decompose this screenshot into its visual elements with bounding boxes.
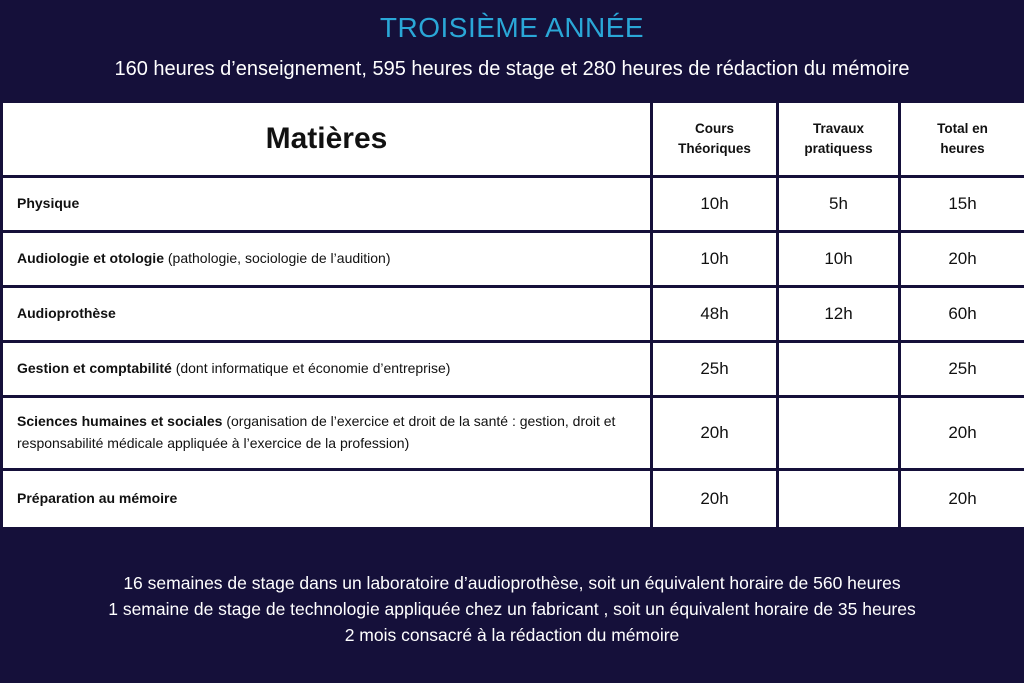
footer-line: 16 semaines de stage dans un laboratoire d’audioprothèse, soit un équivalent horaire de 560 heures [123,573,901,593]
cours-value: 48h [652,287,778,342]
table-row [2,397,1024,470]
header-cours-line2: Théoriques [678,141,751,156]
footer-line: 1 semaine de stage de technologie appliquée chez un fabricant , soit un équivalent horaire de 35 heures [108,599,916,619]
tp-value [778,470,900,529]
table-row [2,287,1024,342]
cours-value: 20h [652,397,778,470]
curriculum-table [0,100,1024,530]
subject-detail: (dont informatique et économie d’entreprise) [171,360,451,377]
total-value: 20h [900,470,1024,529]
subject-name: Sciences humaines et sociales [17,413,223,430]
table-row [2,232,1024,287]
table-row [2,342,1024,397]
subject-name: Préparation au mémoire [17,490,178,507]
subject-cell [2,470,652,529]
subject-cell [2,397,652,470]
cours-value: 10h [652,177,778,232]
subject-name: Audioprothèse [17,305,116,322]
header-subjects: Matières [2,102,652,177]
header-total-heures [900,102,1024,177]
subject-cell [2,177,652,232]
table-header-row [2,102,1024,177]
total-value: 20h [900,232,1024,287]
tp-value [778,342,900,397]
page-title: TROISIÈME ANNÉE [379,12,645,43]
header-total-line1: Total en [937,120,988,136]
subject-cell [2,232,652,287]
tp-value: 10h [778,232,900,287]
total-value: 15h [900,177,1024,232]
subject-cell [2,287,652,342]
subject-name: Audiologie et otologie [17,250,164,267]
cours-value: 10h [652,232,778,287]
header-cours-line1: Cours [694,120,734,136]
subject-name: Physique [17,195,80,212]
table-row [2,470,1024,529]
subject-cell [2,342,652,397]
header-tp-line2: pratiquess [804,141,873,156]
header-tp-line1: Travaux [812,120,865,136]
page-subtitle: 160 heures d’enseignement, 595 heures de stage et 280 heures de rédaction du mémoire [114,58,910,80]
tp-value: 5h [778,177,900,232]
subject-name: Gestion et comptabilité [17,360,172,377]
header-total-line2: heures [940,141,985,156]
cours-value: 25h [652,342,778,397]
cours-value: 20h [652,470,778,529]
table-row [2,177,1024,232]
total-value: 20h [900,397,1024,470]
footer-line: 2 mois consacré à la rédaction du mémoire [344,625,680,645]
total-value: 60h [900,287,1024,342]
header-cours-theoriques [652,102,778,177]
tp-value: 12h [778,287,900,342]
subject-detail: (organisation de l’exercice et droit de la santé : gestion, droit et responsabilité médicale appliquée à l’exercice de la profession) [17,413,616,451]
footer-notes [0,570,1024,648]
total-value: 25h [900,342,1024,397]
subject-detail: (pathologie, sociologie de l’audition) [164,250,391,267]
header-travaux-pratiques [778,102,900,177]
tp-value [778,397,900,470]
